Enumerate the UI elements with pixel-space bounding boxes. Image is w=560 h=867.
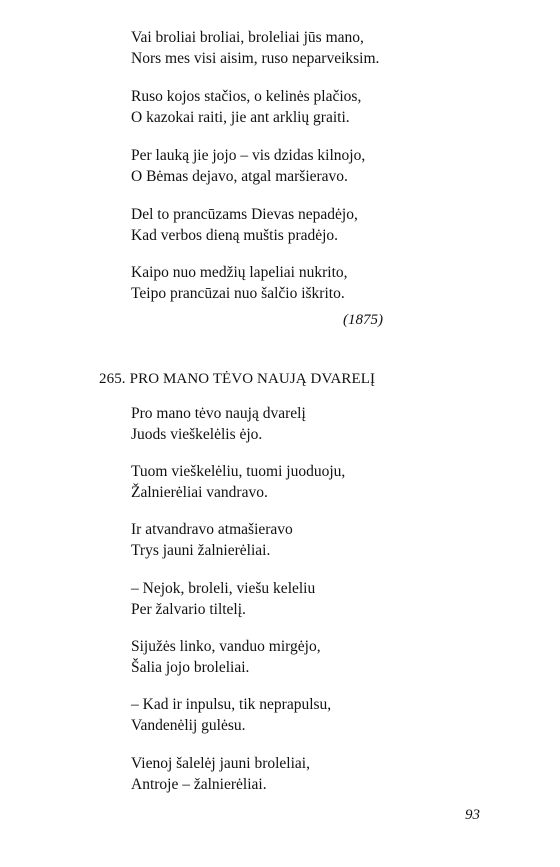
verse-line: Ir atvandravo atmašieravo bbox=[131, 521, 293, 538]
stanza bbox=[131, 578, 315, 620]
verse-line: Per žalvario tiltelį. bbox=[131, 601, 246, 618]
stanza bbox=[131, 461, 345, 503]
verse-line: O kazokai raiti, jie ant arklių graiti. bbox=[131, 109, 350, 126]
verse-line: Per lauką jie jojo – vis dzidas kilnojo, bbox=[131, 147, 366, 164]
verse-line: Vienoj šalelėj jauni broleliai, bbox=[131, 755, 310, 772]
verse-line: Sijužės linko, vanduo mirgėjo, bbox=[131, 638, 321, 655]
stanza bbox=[131, 694, 331, 736]
verse-line: Vai broliai broliai, broleliai jūs mano, bbox=[131, 29, 364, 46]
stanza bbox=[131, 519, 293, 561]
verse-line: – Kad ir inpulsu, tik neprapulsu, bbox=[131, 696, 332, 713]
stanza bbox=[131, 86, 361, 128]
verse-line: Kad verbos dieną muštis pradėjo. bbox=[131, 227, 339, 244]
verse-line: Pro mano tėvo naują dvarelį bbox=[131, 405, 306, 422]
verse-line: Nors mes visi aisim, ruso neparveiksim. bbox=[131, 50, 380, 67]
stanza bbox=[131, 636, 321, 678]
verse-line: Ruso kojos stačios, o kelinės plačios, bbox=[131, 88, 362, 105]
poem-year: (1875) bbox=[343, 312, 383, 328]
verse-line: Teipo prancūzai nuo šalčio iškrito. bbox=[131, 285, 345, 302]
stanza bbox=[131, 753, 310, 795]
poem-heading bbox=[99, 371, 375, 388]
stanza bbox=[131, 27, 379, 69]
verse-line: Trys jauni žalnierėliai. bbox=[131, 542, 271, 559]
page-number: 93 bbox=[465, 807, 480, 823]
verse-line: Šalia jojo broleliai. bbox=[131, 659, 250, 676]
verse-line: Žalnierėliai vandravo. bbox=[131, 484, 268, 501]
verse-line: Vandenėlij gulėsu. bbox=[131, 717, 246, 734]
stanza bbox=[131, 145, 365, 187]
verse-line: O Bėmas dejavo, atgal maršieravo. bbox=[131, 168, 348, 185]
poem-title: PRO MANO TĖVO NAUJĄ DVARELĮ bbox=[129, 371, 376, 387]
verse-line: Kaipo nuo medžių lapeliai nukrito, bbox=[131, 264, 348, 281]
verse-line: Tuom vieškelėliu, tuomi juoduoju, bbox=[131, 463, 346, 480]
verse-line: Antroje – žalnierėliai. bbox=[131, 776, 267, 793]
stanza bbox=[131, 204, 358, 246]
stanza bbox=[131, 262, 348, 304]
poem-number: 265. bbox=[99, 371, 126, 387]
verse-line: Del to prancūzams Dievas nepadėjo, bbox=[131, 206, 358, 223]
verse-line: – Nejok, broleli, viešu keleliu bbox=[131, 580, 316, 597]
stanza bbox=[131, 403, 306, 445]
verse-line: Juods vieškelėlis ėjo. bbox=[131, 426, 263, 443]
